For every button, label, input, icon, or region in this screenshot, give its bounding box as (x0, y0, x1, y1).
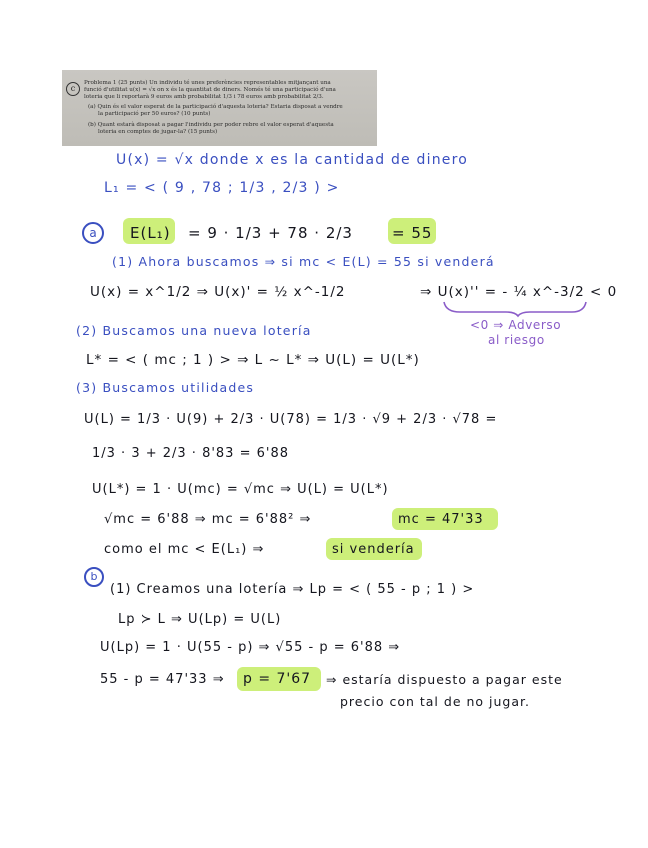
part-b-preference: Lp ≻ L ⇒ U(Lp) = U(L) (118, 612, 282, 627)
part-b-final-equation: 55 - p = 47'33 ⇒ (100, 672, 225, 687)
part-b-conclusion-line-2: precio con tal de no jugar. (340, 694, 530, 709)
part-b-label: b (84, 567, 104, 587)
part-b-step-1: (1) Creamos una lotería ⇒ Lp = < ( 55 - p ; 1 ) > (110, 582, 475, 597)
problem-line-1: Problema 1 (25 punts) Un individu té unes preferències representables mitjançant una (84, 80, 331, 86)
step-3-text: (3) Buscamos utilidades (76, 380, 255, 395)
utility-line-1: U(L) = 1/3 · U(9) + 2/3 · U(78) = 1/3 · √9 + 2/3 · √78 = (84, 412, 498, 427)
expected-value-lhs: E(L₁) (130, 224, 171, 242)
question-b-line-2: loteria en comptes de jugar-la? (15 punts) (98, 129, 218, 135)
problem-statement-photo (62, 70, 377, 146)
risk-brace (440, 300, 590, 318)
derivative-right: ⇒ U(x)'' = - ¼ x^-3/2 < 0 (420, 284, 618, 300)
question-a-line-1: (a) Quin és el valor esperat de la participació d'aquesta loteria? Estaria disposat a vendre (88, 104, 343, 110)
utility-definition: U(x) = √x donde x es la cantidad de dinero (116, 152, 468, 168)
conclusion-a-result: si vendería (332, 542, 415, 557)
part-b-utility: U(Lp) = 1 · U(55 - p) ⇒ √55 - p = 6'88 ⇒ (100, 640, 401, 655)
risk-note-line-1: <0 ⇒ Adverso (470, 318, 562, 332)
lottery-definition: L₁ = < ( 9 , 78 ; 1/3 , 2/3 ) > (104, 180, 340, 196)
risk-note-line-2: al riesgo (488, 333, 545, 347)
question-b-line-1: (b) Quant estarà disposat a pagar l'individu per poder rebre el valor esperat d'aquesta (88, 122, 334, 128)
problem-number-circle: c (66, 82, 80, 96)
expected-value-result: = 55 (392, 224, 433, 242)
step-1-text: (1) Ahora buscamos ⇒ si mc < E(L) = 55 si venderá (112, 254, 495, 269)
conclusion-a-text: como el mc < E(L₁) ⇒ (104, 542, 265, 557)
expected-value-formula: = 9 · 1/3 + 78 · 2/3 (188, 224, 353, 242)
problem-line-2: funció d'utilitat u(x) = √x on x és la quantitat de diners. Només té una participació d'una (84, 87, 336, 93)
part-b-conclusion-line-1: ⇒ estaría dispuesto a pagar este (326, 672, 563, 687)
utility-line-3: U(L*) = 1 · U(mc) = √mc ⇒ U(L) = U(L*) (92, 482, 389, 497)
utility-line-4: √mc = 6'88 ⇒ mc = 6'88² ⇒ (104, 512, 312, 527)
part-a-label: a (82, 222, 104, 244)
derivative-left: U(x) = x^1/2 ⇒ U(x)' = ½ x^-1/2 (90, 284, 346, 300)
utility-line-2: 1/3 · 3 + 2/3 · 8'83 = 6'88 (92, 446, 289, 461)
question-a-line-2: la participació per 50 euros? (10 punts) (98, 111, 211, 117)
step-2-text: (2) Buscamos una nueva lotería (76, 323, 312, 338)
problem-line-3: loteria que li reportarà 9 euros amb probabilitat 1/3 i 78 euros amb probabilitat 2/3. (84, 94, 324, 100)
price-result: p = 7'67 (243, 671, 312, 687)
mc-result: mc = 47'33 (398, 512, 484, 527)
certainty-equivalent-lottery: L* = < ( mc ; 1 ) > ⇒ L ~ L* ⇒ U(L) = U(L*) (86, 352, 420, 368)
